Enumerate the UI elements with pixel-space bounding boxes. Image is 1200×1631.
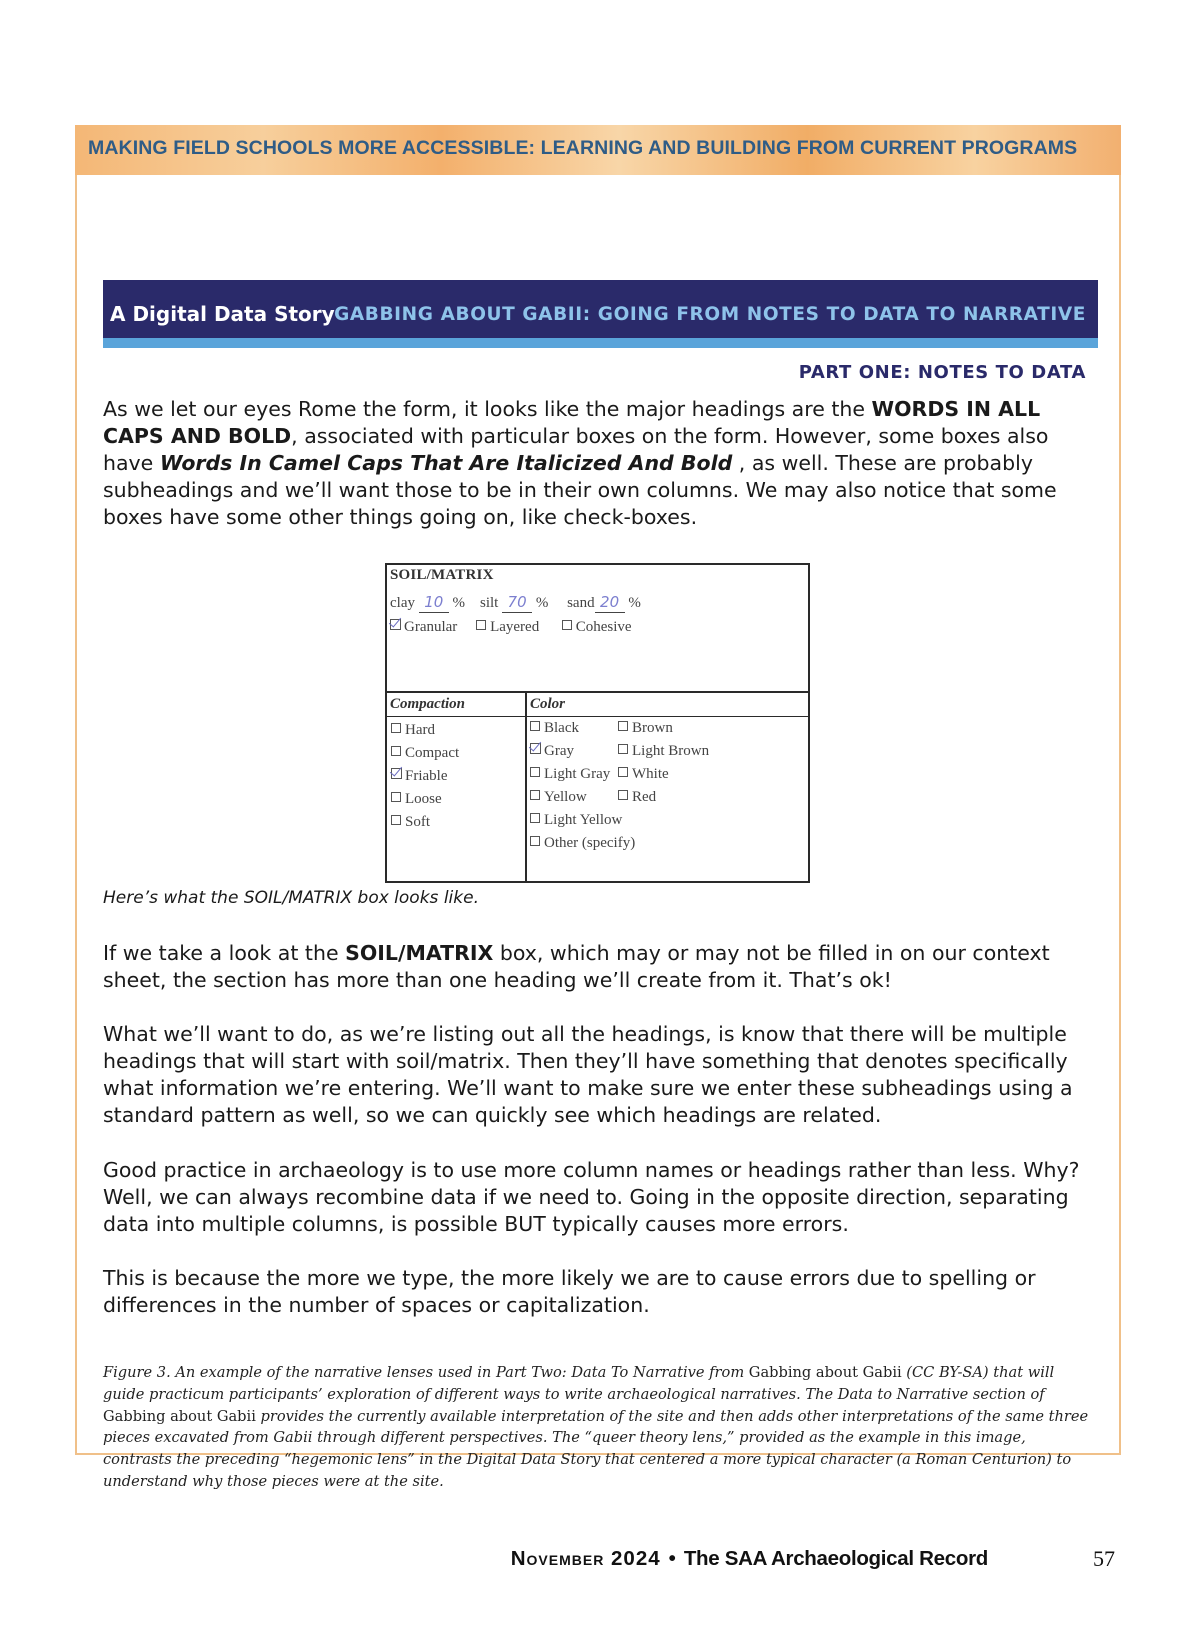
color-heading: Color: [530, 696, 566, 712]
structure-option: Cohesive: [575, 619, 632, 635]
sand-value: 20: [600, 593, 620, 611]
checkbox-icon: [391, 815, 401, 825]
paragraph-headings: What we’ll want to do, as we’re listing out all the headings, is know that there will be multiple headings that will start with soil/matrix. Then they’ll have something that denotes specifically what information we’re entering. We’ll want to make sure we enter these subheadings using a standard pattern as well, so we can quickly see which headings are related.: [103, 1022, 1073, 1127]
color-option: Light Yellow: [530, 812, 622, 829]
page-footer: [511, 1547, 988, 1571]
checkbox-icon: [530, 790, 540, 800]
intro-paragraph: [103, 396, 1103, 531]
color-option: Yellow: [530, 789, 587, 806]
checkbox-icon: [618, 744, 628, 754]
checkbox-icon: [391, 792, 401, 802]
texture-row: [390, 593, 641, 613]
compaction-heading: Compaction: [390, 696, 466, 712]
footer-bullet: •: [668, 1547, 676, 1570]
form-heading: SOIL/MATRIX: [390, 567, 494, 583]
compaction-option: Friable: [391, 768, 448, 785]
compaction-option: Compact: [391, 745, 459, 762]
banner-title: MAKING FIELD SCHOOLS MORE ACCESSIBLE: LEARNING AND BUILDING FROM CURRENT PROGRAMS: [88, 137, 1078, 159]
figcap-title-2: Gabbing about Gabii: [103, 1407, 256, 1425]
checked-box-icon: [390, 619, 401, 630]
sand-label: sand: [567, 595, 595, 611]
intro-text-2: , associated with particular boxes on the form. However, some boxes also have: [103, 424, 1049, 475]
paragraph-typing-errors: This is because the more we type, the more likely we are to cause errors due to spelling or differences in the number of spaces or capitalization.: [103, 1266, 1036, 1317]
intro-bold-italic: Words In Camel Caps That Are Italicized And Bold: [159, 451, 733, 475]
figcap-title-1: Gabbing about Gabii: [748, 1364, 902, 1381]
checkbox-icon: [530, 813, 540, 823]
story-label: A Digital Data Story: [110, 302, 335, 326]
compaction-option: Soft: [391, 814, 430, 831]
color-option: White: [618, 766, 669, 783]
compaction-option: Loose: [391, 791, 442, 808]
color-option: Red: [618, 789, 656, 806]
checkbox-icon: [618, 767, 628, 777]
story-title-stripe: [103, 338, 1098, 348]
part-heading: PART ONE: NOTES TO DATA: [798, 362, 1086, 383]
figure-caption: [103, 1362, 1093, 1493]
story-title: GABBING ABOUT GABII: GOING FROM NOTES TO DATA TO NARRATIVE: [334, 304, 1086, 325]
color-option: Other (specify): [530, 835, 635, 852]
page-number: 57: [1093, 1546, 1115, 1571]
structure-option: Layered: [490, 619, 540, 635]
form-divider: [387, 716, 808, 717]
clay-pct: %: [452, 595, 465, 611]
image-caption: Here’s what the SOIL/MATRIX box looks like.: [103, 888, 479, 908]
intro-text-3: , as well. These are probably subheadings and we’ll want those to be in their own columns. We may also notice that some boxes have some other things going on, like check-boxes.: [103, 451, 1057, 529]
para2-text-1: If we take a look at the: [103, 941, 346, 965]
checked-box-icon: [530, 743, 541, 754]
section-banner: [75, 125, 1121, 175]
color-option: Black: [530, 720, 579, 737]
silt-label: silt: [479, 595, 499, 611]
footer-publication: The SAA Archaeological Record: [683, 1547, 988, 1570]
clay-value: 10: [424, 593, 444, 611]
silt-pct: %: [535, 595, 549, 611]
checkbox-icon: [530, 721, 540, 731]
checkbox-icon: [618, 721, 628, 731]
intro-bold-caps: WORDS IN ALL CAPS AND BOLD: [103, 397, 1041, 448]
para2-text-2: box, which may or may not be filled in on our context sheet, the section has more than one heading we’ll create from it. That’s ok!: [103, 941, 1050, 992]
color-option: Brown: [618, 720, 673, 737]
soil-matrix-form-image: [385, 563, 810, 883]
intro-text-1: As we let our eyes Rome the form, it looks like the major headings are the: [103, 397, 872, 421]
color-option: Light Brown: [618, 743, 709, 760]
structure-option: Granular: [404, 619, 458, 635]
checkbox-icon: [391, 723, 401, 733]
checkbox-icon: [562, 620, 572, 630]
form-divider: [387, 691, 808, 693]
color-option: Light Gray: [530, 766, 610, 783]
clay-label: clay: [390, 595, 415, 611]
paragraph-soil-matrix: [103, 940, 1103, 994]
sand-pct: %: [628, 595, 641, 611]
figcap-text-2: (CC BY-SA) that will guide practicum participants’ exploration of different ways to write archaeological narratives. The Data to Narrative section of: [103, 1364, 1055, 1403]
checkbox-icon: [530, 836, 540, 846]
figcap-text-1: Figure 3. An example of the narrative lenses used in Part Two: Data To Narrative from: [103, 1364, 749, 1381]
form-column-divider: [525, 691, 527, 881]
structure-row: [390, 619, 632, 636]
checked-box-icon: [391, 768, 402, 779]
color-option: Gray: [530, 743, 574, 760]
checkbox-icon: [391, 746, 401, 756]
figcap-text-3: provides the currently available interpretation of the site and then adds other interpretations of the same three pieces excavated from Gabii through different perspectives. The “queer theory lens,” provided as the example in this image, contrasts the preceding “hegemonic lens” in the Digital Data Story that centered a more typical character (a Roman Centurion) to understand why those pieces were at the site.: [103, 1407, 1089, 1490]
footer-month: November 2024: [510, 1547, 661, 1570]
checkbox-icon: [530, 767, 540, 777]
para2-bold: SOIL/MATRIX: [345, 941, 494, 965]
paragraph-good-practice: Good practice in archaeology is to use more column names or headings rather than less. Why? Well, we can always recombine data if we need to. Going in the opposite direction, separating data into multiple columns, is possible BUT typically causes more errors.: [103, 1158, 1080, 1236]
silt-value: 70: [507, 593, 527, 611]
checkbox-icon: [618, 790, 628, 800]
checkbox-icon: [476, 620, 486, 630]
compaction-option: Hard: [391, 722, 435, 739]
